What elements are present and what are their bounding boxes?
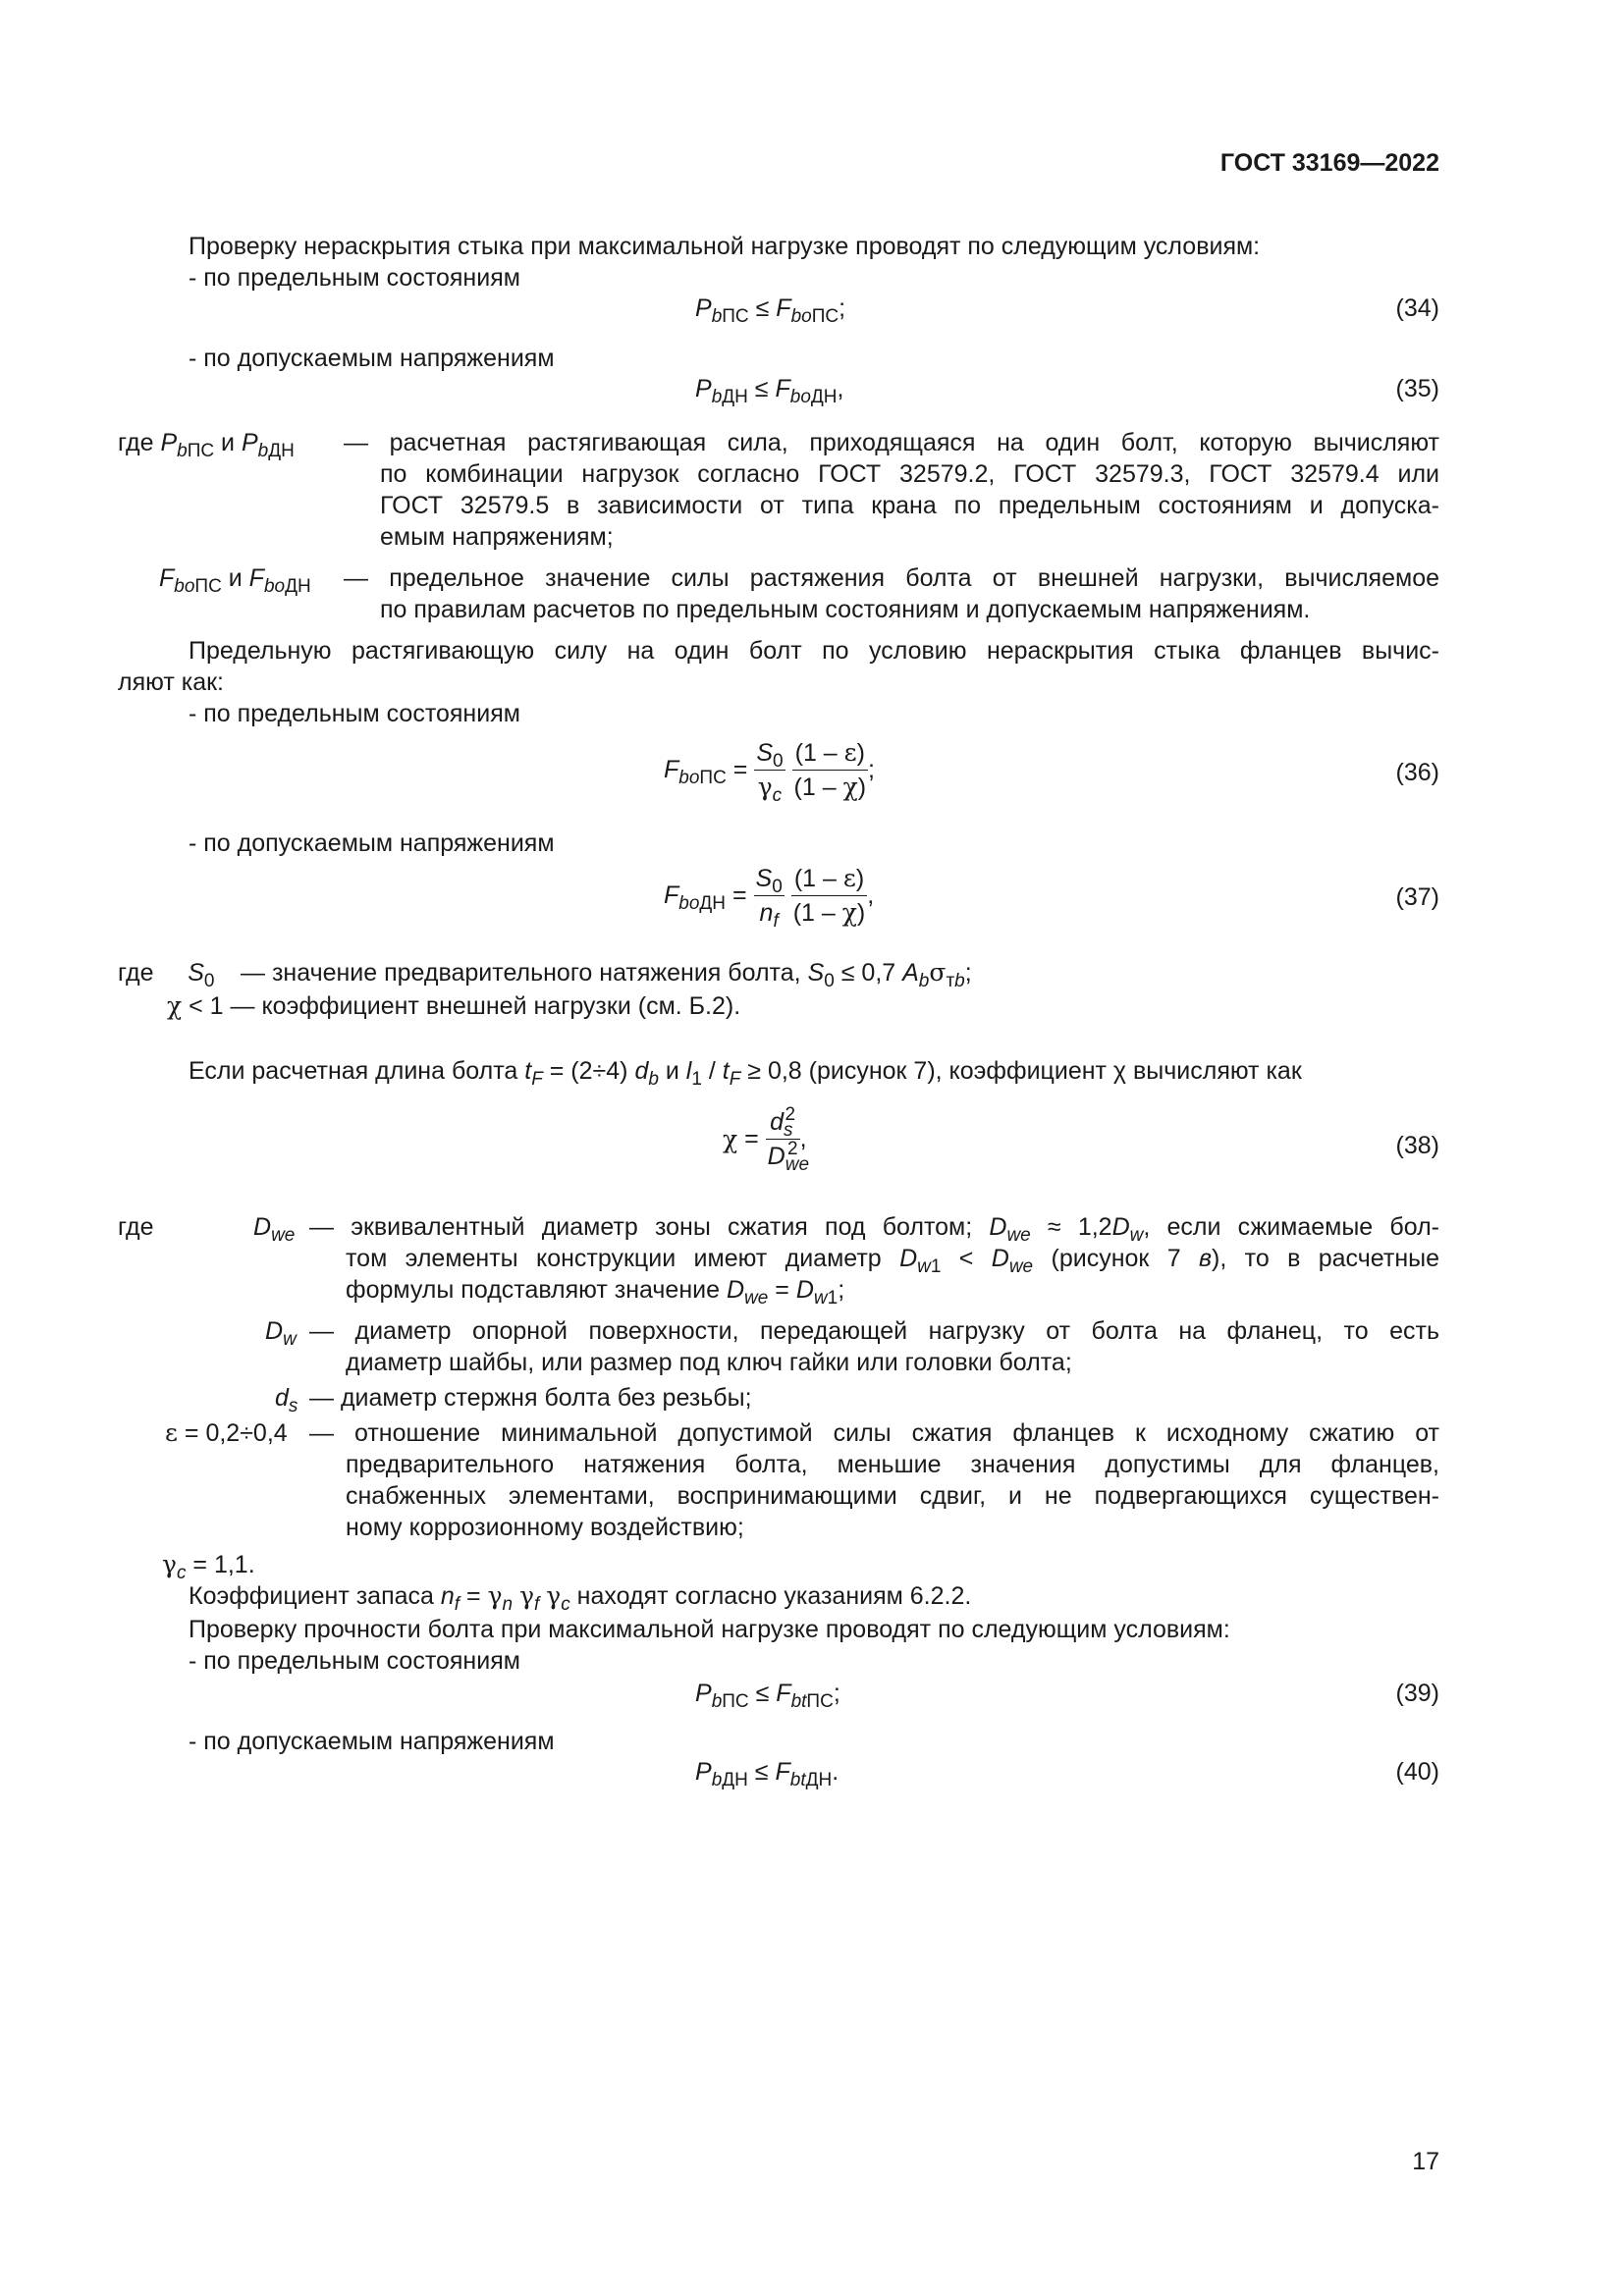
definition-Dwe-line-1: — эквивалентный диаметр зоны сжатия под болтом; $D_{we} \approx 1,2D_w$, если сжимаемые бол- <box>309 1213 1439 1246</box>
symbol-epsilon: ε = 0,2÷0,4 <box>165 1418 288 1447</box>
label-allowable-stress-3: - по допускаемым напряжениям <box>189 1728 555 1755</box>
definition-epsilon-line-2: предварительного натяжения болта, меньшие значения допустимы для фланцев, <box>346 1451 1439 1478</box>
gamma-c-value: $\gamma_c = 1,1$. <box>162 1550 255 1583</box>
equation-34: $P_{bПС} \le F_{boПС}$; <box>695 294 846 327</box>
equation-39: $P_{bПС} \le F_{btПС}$; <box>695 1680 840 1712</box>
label-allowable-stress-2: - по допускаемым напряжениям <box>189 829 555 857</box>
definition-epsilon-line-1: — отношение минимальной допустимой силы сжатия фланцев к исходному сжатию от <box>309 1419 1439 1447</box>
definition-ds: — диаметр стержня болта без резьбы; <box>309 1384 752 1412</box>
equation-38: χ = $\frac{d_s^2}{D_{we}^2}$ , <box>723 1104 810 1175</box>
definition-P-line-4: емым напряжениям; <box>380 523 614 551</box>
definition-Dwe-line-2: том элементы конструкции имеют диаметр $D_{w1} < D_{we}$ (рисунок 7 в), то в расчетные <box>346 1245 1440 1277</box>
symbol-F-limit: $F_{boПС}$ и $F_{boДН}$ <box>159 564 311 597</box>
where-label-S0: где $S_0$ <box>118 959 215 991</box>
equation-37: $F_{boДН}$ = $\frac{S_0}{n_f}$ $\frac{(1 - \varepsilon)}{(1 - \chi)}$ , <box>664 864 875 932</box>
label-limit-states: - по предельным состояниям <box>189 264 520 292</box>
definition-P-line-3: ГОСТ 32579.5 в зависимости от типа крана по предельным состояниям и допуска- <box>380 492 1439 519</box>
where-label-1: где $P_{bПС}$ и $P_{bДН}$ <box>118 429 295 461</box>
definition-F-line-1: — предельное значение силы растяжения болта от внешней нагрузки, вычисляемое <box>344 564 1439 592</box>
definition-P-line-2: по комбинации нагрузок согласно ГОСТ 32579.2, ГОСТ 32579.3, ГОСТ 32579.4 или <box>380 460 1439 488</box>
label-limit-states-3: - по предельным состояниям <box>189 1647 520 1675</box>
equation-40: $P_{bДН} \le F_{btДН}$. <box>695 1758 839 1790</box>
definition-epsilon-line-4: ному коррозионному воздействию; <box>346 1514 744 1541</box>
equation-36: $F_{boПС}$ = $\frac{S_0}{\gamma_c}$ $\frac{(1 - \varepsilon)}{(1 - \chi)}$ ; <box>664 738 875 806</box>
symbol-ds: $d_s$ <box>275 1384 298 1416</box>
symbol-Dwe: $D_{we}$ <box>253 1213 296 1246</box>
definition-chi: χ < 1 — коэффициент внешней нагрузки (см. Б.2). <box>167 991 741 1020</box>
definition-Dw-line-1: — диаметр опорной поверхности, передающей нагрузку от болта на фланец, то есть <box>309 1317 1439 1345</box>
label-limit-states-2: - по предельным состояниям <box>189 700 520 727</box>
definition-Dw-line-2: диаметр шайбы, или размер под ключ гайки или головки болта; <box>346 1349 1072 1376</box>
label-allowable-stress: - по допускаемым напряжениям <box>189 345 555 372</box>
definition-epsilon-line-3: снабженных элементами, воспринимающими сдвиг, и не подвергающихся существен- <box>346 1482 1439 1510</box>
equation-number-37: (37) <box>1395 883 1439 911</box>
document-id-header: ГОСТ 33169—2022 <box>1219 149 1439 177</box>
definition-S0: — значение предварительного натяжения болта, $S_0 \le 0,7$ $A_b\sigma_{тb}$; <box>241 958 972 991</box>
paragraph-limit-force-line-2: ляют как: <box>118 668 224 696</box>
definition-Dwe-line-3: формулы подставляют значение $D_{we} = D_{w1}$; <box>346 1276 845 1308</box>
paragraph-limit-force-line-1: Предельную растягивающую силу на один болт по условию нераскрытия стыка фланцев вычис- <box>189 637 1439 665</box>
equation-35: $P_{bДН} \le F_{boДН}$, <box>695 375 844 407</box>
where-label-Dwe: где <box>118 1213 154 1241</box>
definition-P-line-1: — расчетная растягивающая сила, приходящаяся на один болт, которую вычисляют <box>344 429 1439 456</box>
equation-number-39: (39) <box>1395 1680 1439 1707</box>
paragraph-safety-factor: Коэффициент запаса $n_f = \gamma_n$ $\gamma_f$ $\gamma_c$ находят согласно указаниям 6.2.2. <box>189 1581 972 1615</box>
equation-number-35: (35) <box>1395 375 1439 402</box>
page-number: 17 <box>1412 2148 1439 2175</box>
equation-number-38: (38) <box>1395 1132 1439 1159</box>
symbol-Dw: $D_w$ <box>265 1317 297 1350</box>
definition-F-line-2: по правилам расчетов по предельным состояниям и допускаемым напряжениям. <box>380 596 1311 623</box>
equation-number-40: (40) <box>1395 1758 1439 1786</box>
equation-number-36: (36) <box>1395 759 1439 786</box>
paragraph-check-strength: Проверку прочности болта при максимальной нагрузке проводят по следующим условиям: <box>189 1616 1230 1643</box>
equation-number-34: (34) <box>1395 294 1439 322</box>
paragraph-check-opening: Проверку нераскрытия стыка при максимальной нагрузке проводят по следующим условиям: <box>189 233 1261 260</box>
paragraph-bolt-length: Если расчетная длина болта $t_F = (2\div 4)$ $d_b$ и $l_1 / t_F \ge 0,8$ (рисунок 7), коэффициент χ вычисляют как <box>189 1057 1302 1090</box>
